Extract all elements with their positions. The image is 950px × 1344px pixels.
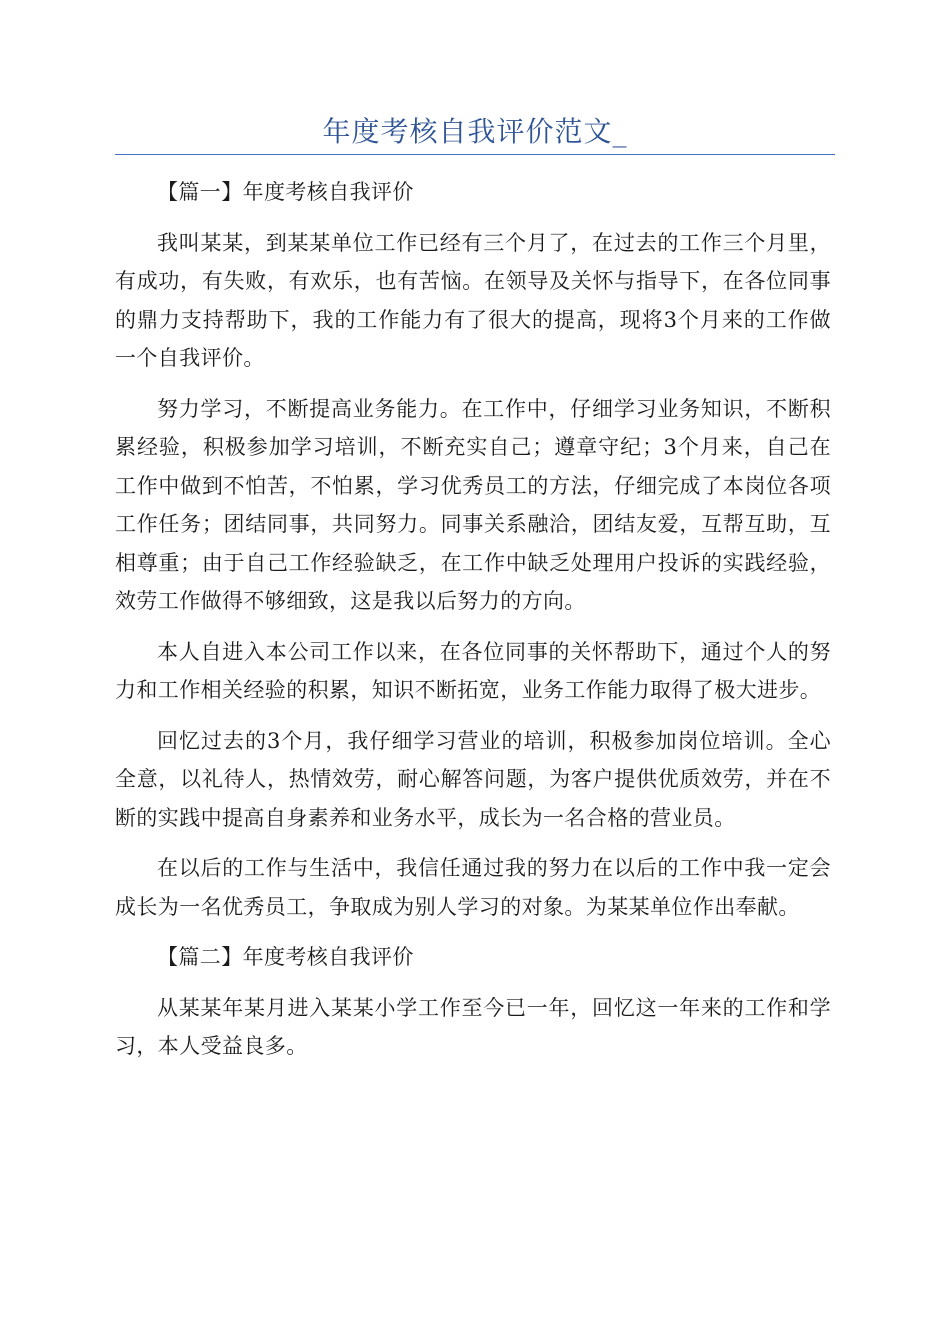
- paragraph: 从某某年某月进入某某小学工作至今已一年，回忆这一年来的工作和学习，本人受益良多。: [115, 995, 831, 1058]
- section-heading: 【篇二】年度考核自我评价: [157, 945, 414, 969]
- title-underline: [115, 154, 835, 155]
- paragraph: 我叫某某，到某某单位工作已经有三个月了，在过去的工作三个月里，有成功，有失败，有欢乐，也有苦恼。在领导及关怀与指导下，在各位同事的鼎力支持帮助下，我的工作能力有了很大的提高，现将3个月来的工作做一个自我评价。: [115, 230, 831, 370]
- paragraph: 回忆过去的3个月，我仔细学习营业的培训，积极参加岗位培训。全心全意，以礼待人，热情效劳，耐心解答问题，为客户提供优质效劳，并在不断的实践中提高自身素养和业务水平，成长为一名合格的营业员。: [115, 728, 831, 830]
- section-heading: 【篇一】年度考核自我评价: [157, 180, 414, 204]
- paragraph: 在以后的工作与生活中，我信任通过我的努力在以后的工作中我一定会成长为一名优秀员工，争取成为别人学习的对象。为某某单位作出奉献。: [115, 856, 831, 919]
- paragraph: 努力学习，不断提高业务能力。在工作中，仔细学习业务知识，不断积累经验，积极参加学习培训，不断充实自己；遵章守纪；3个月来，自己在工作中做到不怕苦，不怕累，学习优秀员工的方法，仔细完成了本岗位各项工作任务；团结同事，共同努力。同事关系融洽，团结友爱，互帮互助，互相尊重；由于自己工作经验缺乏，在工作中缺乏处理用户投诉的实践经验，效劳工作做得不够细致，这是我以后努力的方向。: [115, 396, 831, 613]
- document-body: [115, 173, 831, 1078]
- paragraph: 本人自进入本公司工作以来，在各位同事的关怀帮助下，通过个人的努力和工作相关经验的积累，知识不断拓宽，业务工作能力取得了极大进步。: [115, 639, 831, 702]
- document-title: 年度考核自我评价范文_: [322, 115, 628, 148]
